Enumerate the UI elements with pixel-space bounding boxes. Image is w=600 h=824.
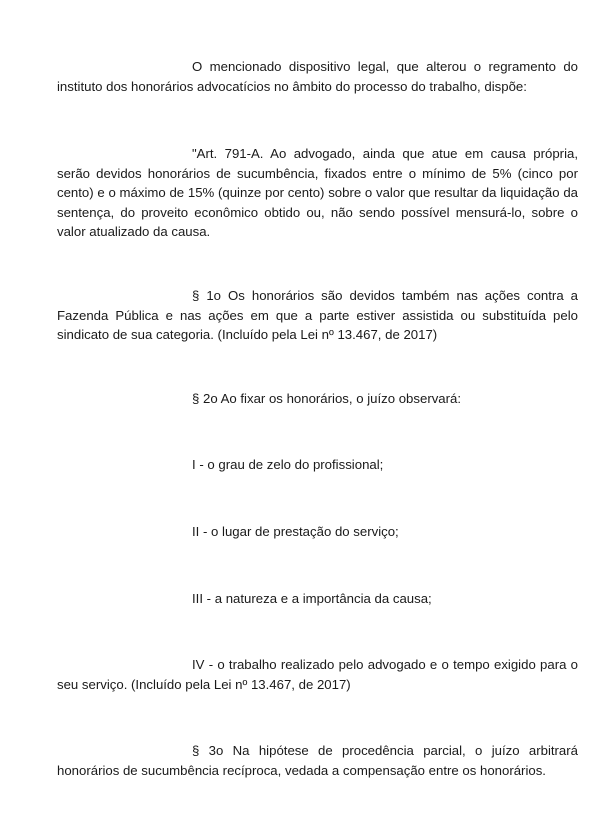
paragraph-2: § 2o Ao fixar os honorários, o juízo observará: — [192, 391, 462, 406]
article-791a-caput: "Art. 791-A. Ao advogado, ainda que atue em causa própria, serão devidos honorários de sucumbência, fixados entre o mínimo de 5% (cinco por cento) e o máximo de 15% (quinze por cento) sobre o valor que resultar da liquidação da sentença, do proveito econômico obtido ou, não sendo possível mensurá-lo, sobre o valor atualizado da causa. — [57, 146, 578, 239]
item-i: I - o grau de zelo do profissional; — [192, 457, 384, 472]
paragraph-1: § 1o Os honorários são devidos também nas ações contra a Fazenda Pública e nas ações em que a parte estiver assistida ou substituída pelo sindicato de sua categoria. (Incluído pela Lei nº 13.467, de 2017) — [57, 288, 578, 342]
item-iv: IV - o trabalho realizado pelo advogado e o tempo exigido para o seu serviço. (Incluído pela Lei nº 13.467, de 2017) — [57, 657, 578, 692]
item-iii: III - a natureza e a importância da causa; — [192, 591, 432, 606]
item-ii: II - o lugar de prestação do serviço; — [192, 524, 399, 539]
paragraph-3: § 3o Na hipótese de procedência parcial, o juízo arbitrará honorários de sucumbência recíproca, vedada a compensação entre os honorários. — [57, 743, 578, 778]
intro-paragraph: O mencionado dispositivo legal, que alterou o regramento do instituto dos honorários advocatícios no âmbito do processo do trabalho, dispõe: — [57, 59, 578, 94]
